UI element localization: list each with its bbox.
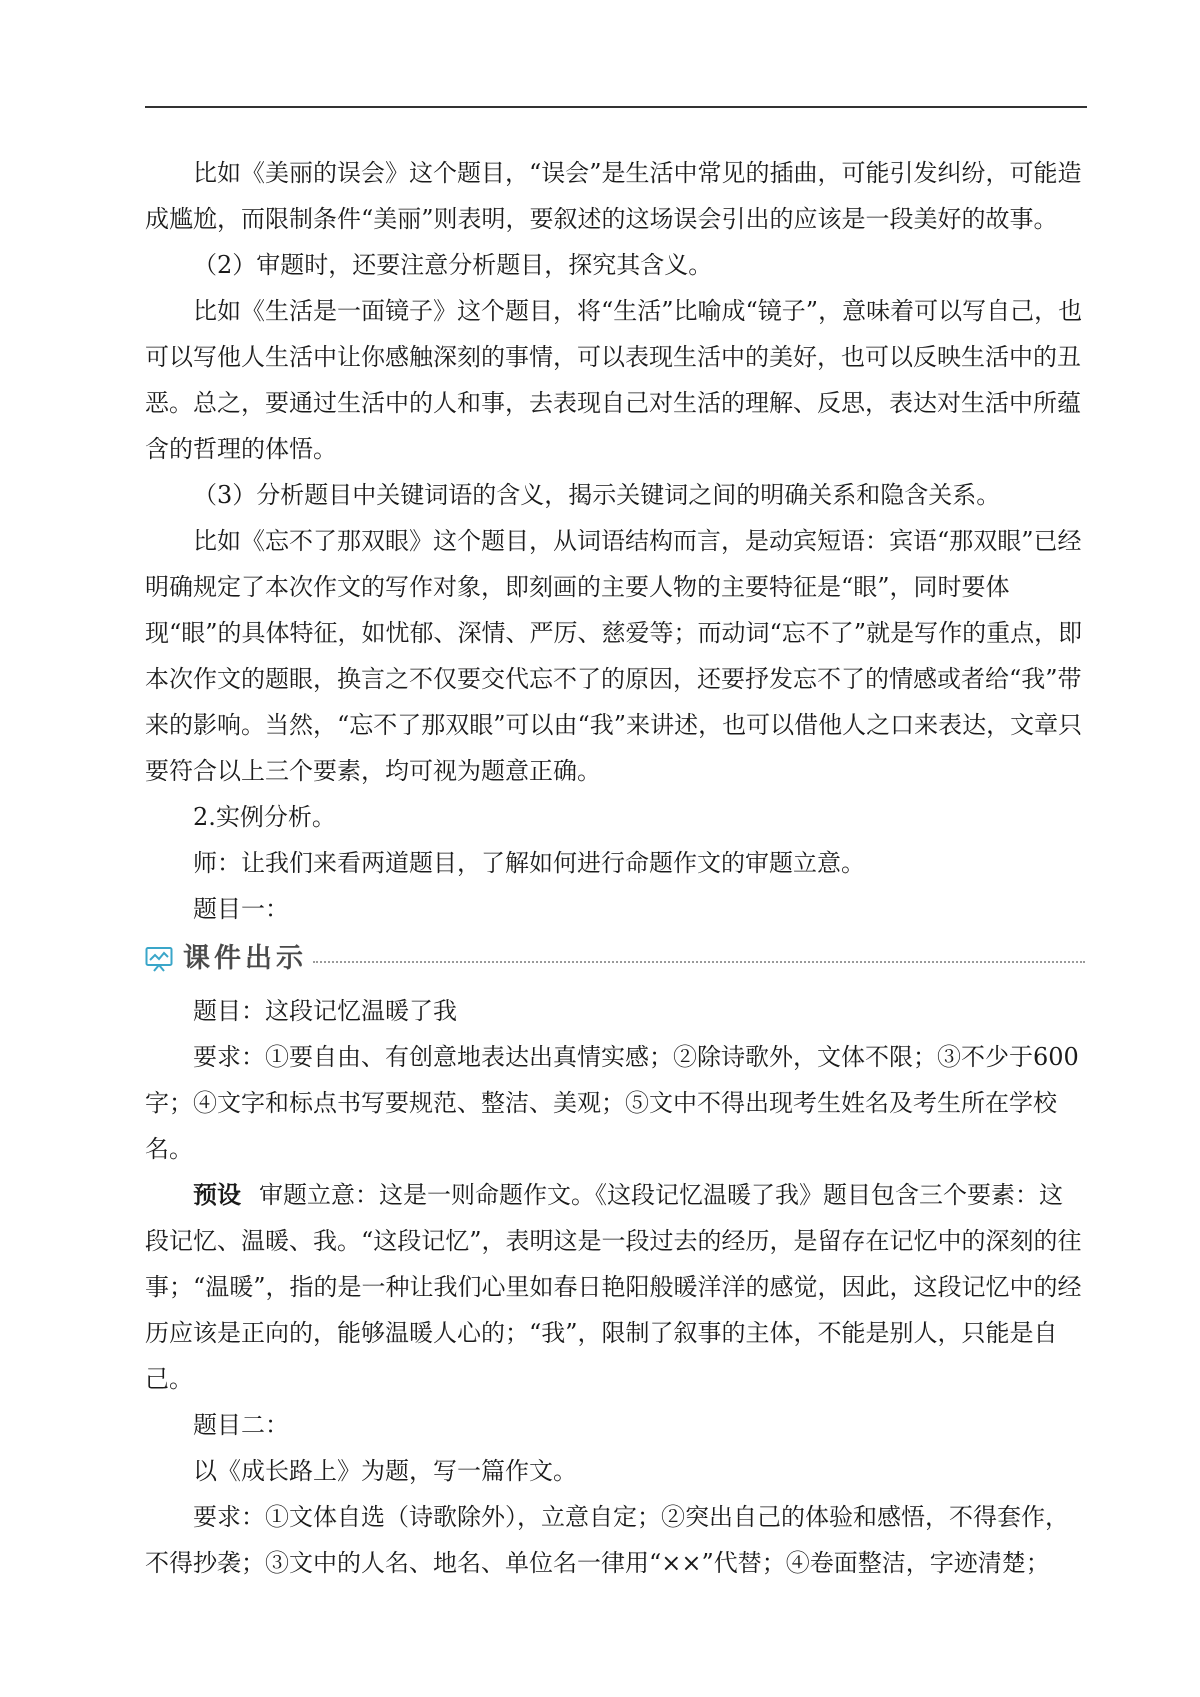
header-rule: [145, 106, 1087, 108]
paragraph: 以《成长路上》为题，写一篇作文。: [193, 1457, 577, 1485]
paragraph: 要求：①要自由、有创意地表达出真情实感；②除诗歌外，文体不限；③不少于600字；④文字和标点书写要规范、整洁、美观；⑤文中不得出现考生姓名及考生所在学校名。: [145, 1043, 1079, 1163]
paragraph: 比如《忘不了那双眼》这个题目，从词语结构而言，是动宾短语：宾语“那双眼”已经明确规定了本次作文的写作对象，即刻画的主要人物的主要特征是“眼”，同时要体现“眼”的具体特征，如忧郁、深情、严厉、慈爱等；而动词“忘不了”就是写作的重点，即本次作文的题眼，换言之不仅要交代忘不了的原因，还要抒发忘不了的情感或者给“我”带来的影响。当然，“忘不了那双眼”可以由“我”来讲述，也可以借他人之口来表达，文章只要符合以上三个要素，均可视为题意正确。: [145, 527, 1083, 785]
paragraph: 比如《生活是一面镜子》这个题目，将“生活”比喻成“镜子”，意味着可以写自己，也可以写他人生活中让你感触深刻的事情，可以表现生活中的美好，也可以反映生活中的丑恶。总之，要通过生活中的人和事，去表现自己对生活的理解、反思，表达对生活中所蕴含的哲理的体悟。: [145, 297, 1083, 463]
paragraph: 题目二：: [193, 1411, 289, 1439]
courseware-icon: [145, 946, 173, 972]
paragraph: 要求：①文体自选（诗歌除外），立意自定；②突出自己的体验和感悟，不得套作，不得抄袭；③文中的人名、地名、单位名一律用“××”代替；④卷面整洁，字迹清楚；: [145, 1503, 1069, 1577]
paragraph: 师：让我们来看两道题目，了解如何进行命题作文的审题立意。: [193, 849, 865, 877]
paragraph: 比如《美丽的误会》这个题目，“误会”是生活中常见的插曲，可能引发纠纷，可能造成尴尬，而限制条件“美丽”则表明，要叙述的这场误会引出的应该是一段美好的故事。: [145, 159, 1082, 233]
preset-text: 审题立意：这是一则命题作文。《这段记忆温暖了我》题目包含三个要素：这段记忆、温暖、我。“这段记忆”，表明这是一段过去的经历，是留存在记忆中的深刻的往事；“温暖”，指的是一种让我们心里如春日艳阳般暖洋洋的感觉，因此，这段记忆中的经历应该是正向的，能够温暖人心的；“我”，限制了叙事的主体，不能是别人，只能是自己。: [145, 1181, 1082, 1393]
preset-paragraph: [145, 1172, 1085, 1402]
paragraph: （3）分析题目中关键词语的含义，揭示关键词之间的明确关系和隐含关系。: [193, 481, 1001, 509]
preset-label: 预设: [193, 1181, 241, 1209]
paragraph: 2.实例分析。: [193, 803, 336, 831]
banner-dotted-rule: [313, 961, 1085, 963]
banner-title: 课件出示: [183, 943, 307, 974]
paragraph: 题目一：: [193, 895, 289, 923]
paragraph: （2）审题时，还要注意分析题目，探究其含义。: [193, 251, 713, 279]
document-body: [145, 150, 1085, 1586]
paragraph: 题目：这段记忆温暖了我: [193, 997, 457, 1025]
courseware-banner: [145, 934, 1085, 984]
